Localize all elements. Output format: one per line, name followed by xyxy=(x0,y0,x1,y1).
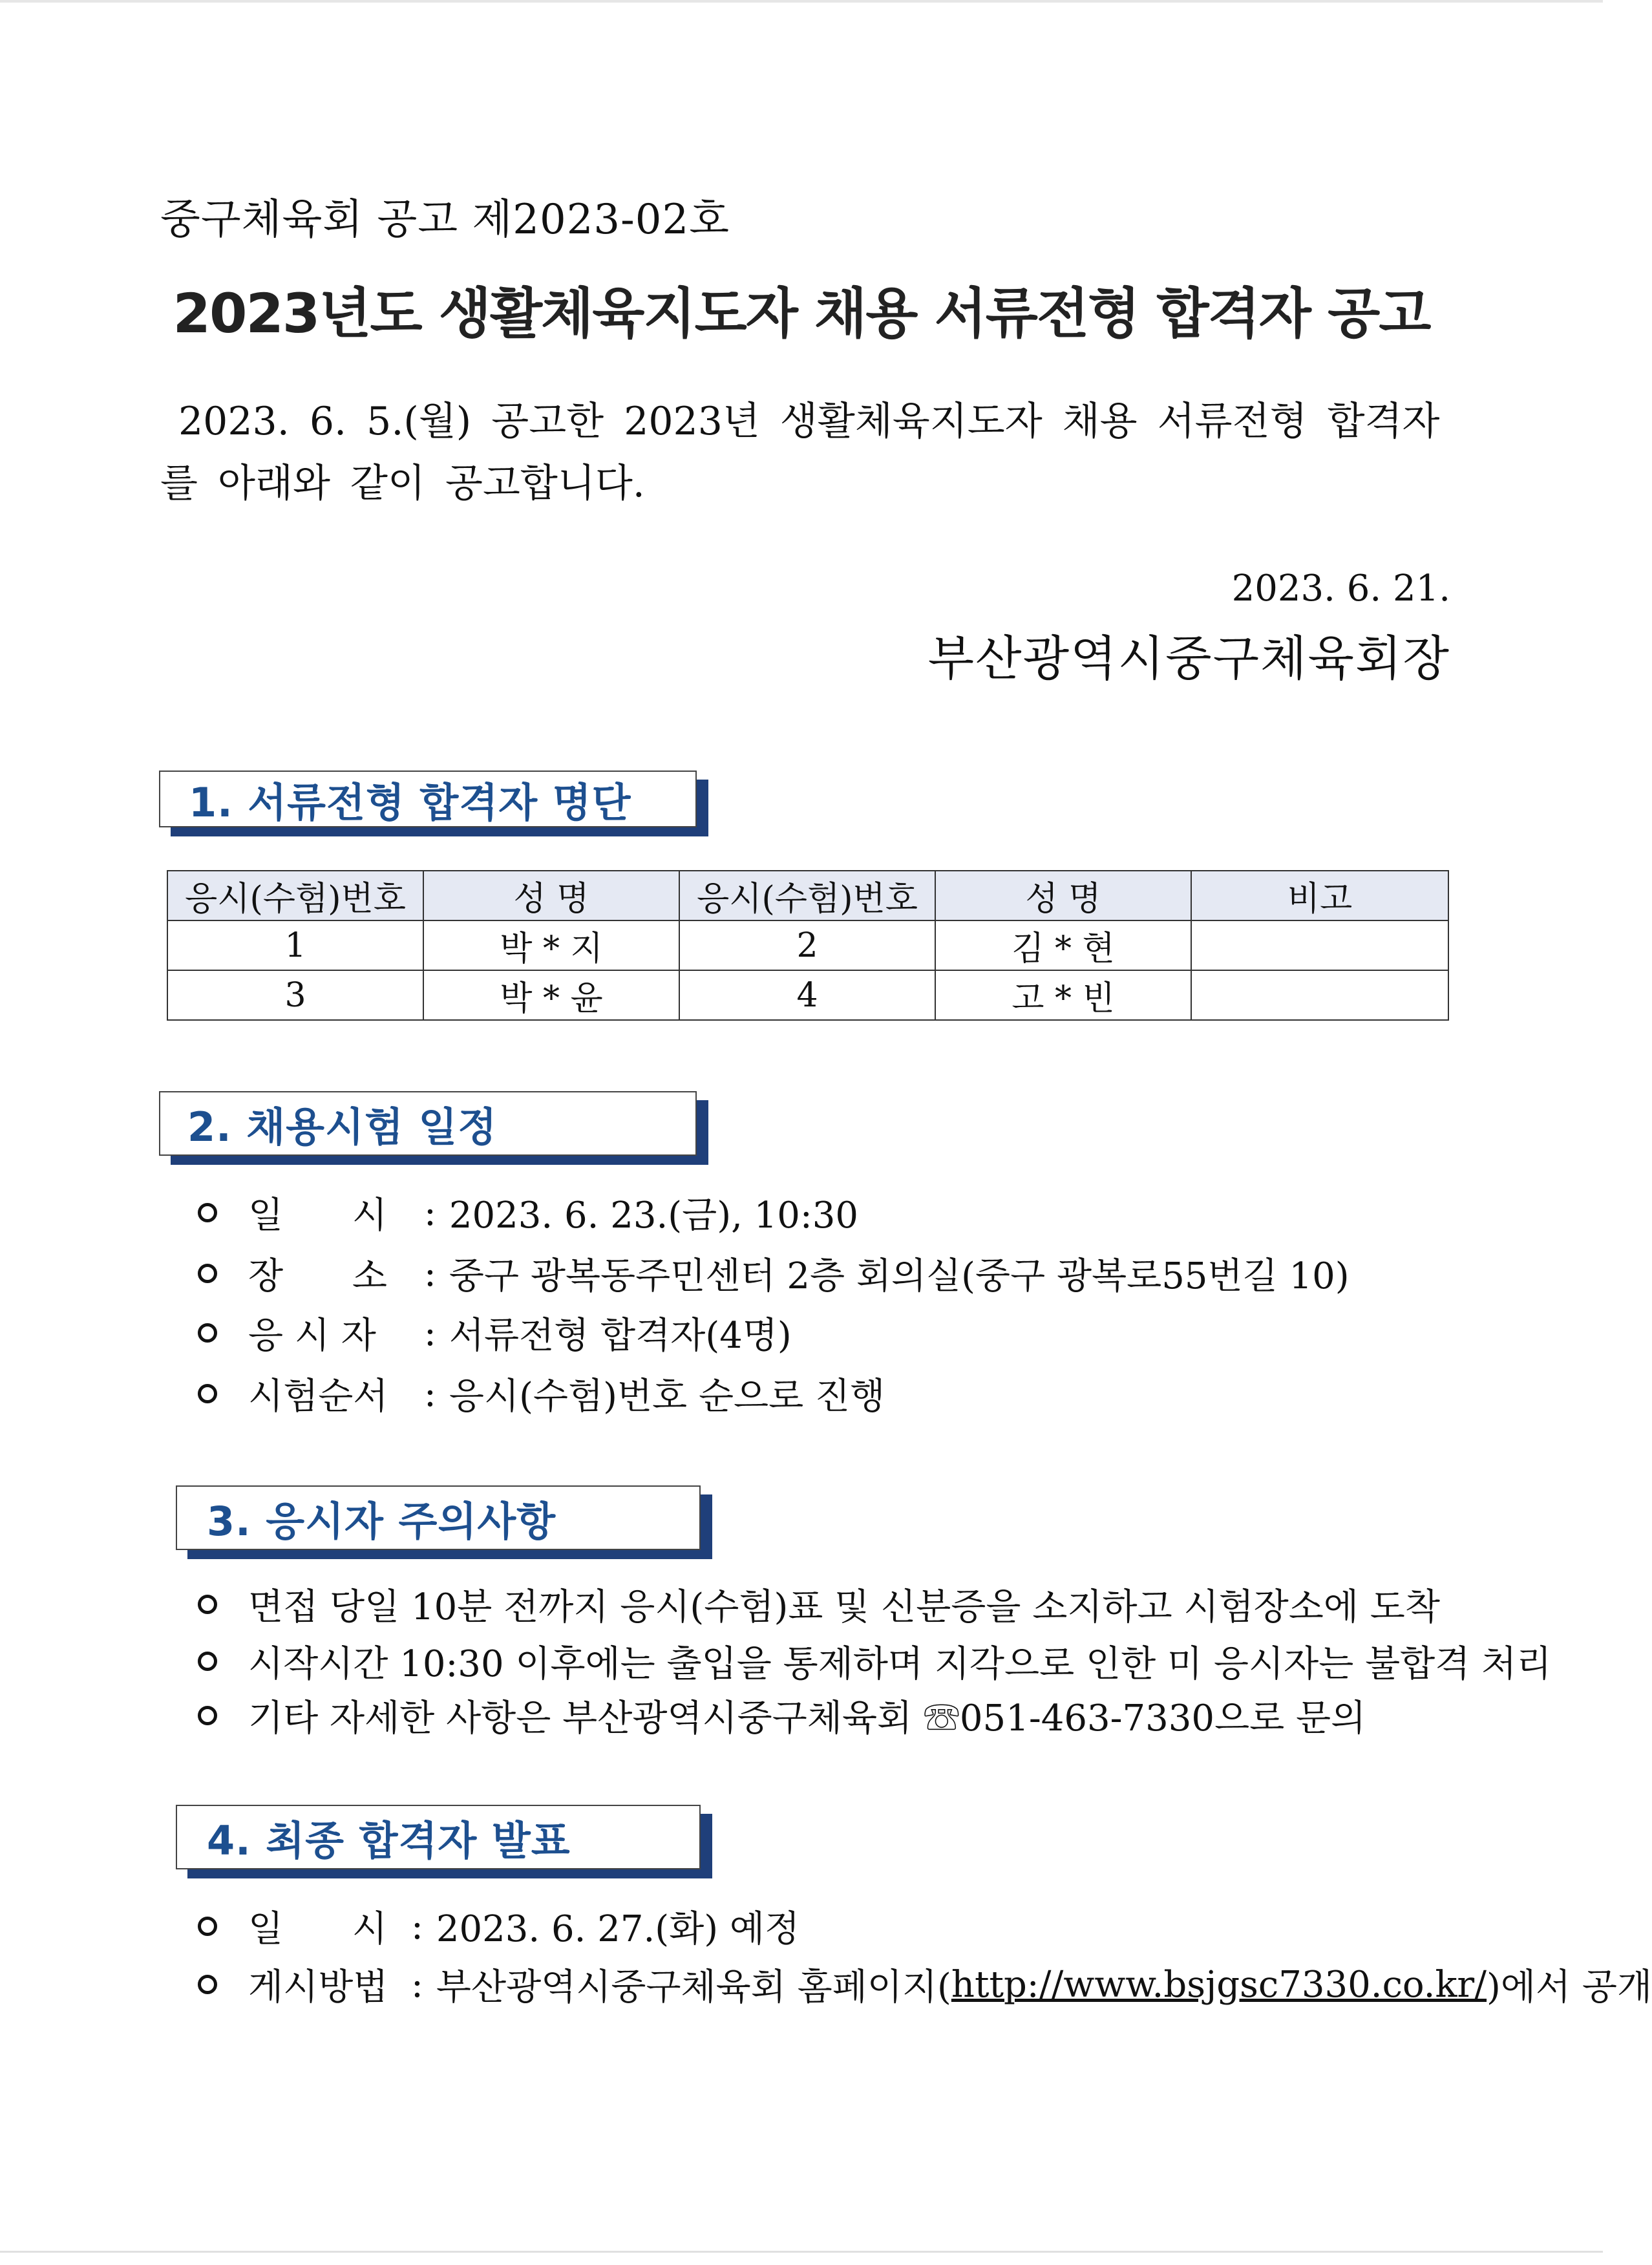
col-header-exam-number-2: 응시(수험)번호 xyxy=(679,871,935,920)
item-label: 시험순서 xyxy=(248,1376,388,1418)
cell-name: 박 * 지 xyxy=(423,920,679,970)
circle-bullet-icon xyxy=(198,1975,217,1994)
intro-line-1: 2023. 6. 5.(월) 공고한 2023년 생활체육지도자 채용 서류전형 합격자 xyxy=(178,399,1440,444)
notice-text: 시작시간 10:30 이후에는 출입을 통제하며 지각으로 인한 미 응시자는 불합격 처리 xyxy=(248,1643,1552,1685)
passer-table xyxy=(167,870,1449,1021)
item-value-suffix: )에서 공개 xyxy=(1487,1966,1652,2008)
notice-text: 면접 당일 10분 전까지 응시(수험)표 및 신분증을 소지하고 시험장소에 도착 xyxy=(248,1586,1440,1628)
cell-remarks xyxy=(1191,970,1448,1020)
item-value: 2023. 6. 23.(금), 10:30 xyxy=(449,1195,859,1237)
cell-name: 김 * 현 xyxy=(935,920,1191,970)
col-header-remarks: 비고 xyxy=(1191,871,1448,920)
table-header-row xyxy=(167,871,1448,920)
notice-item xyxy=(198,1635,1551,1687)
scan-edge-bottom xyxy=(0,2251,1603,2253)
col-header-name: 성 명 xyxy=(423,871,679,920)
cell-exam-number: 2 xyxy=(679,920,935,970)
notice-item xyxy=(198,1690,1366,1741)
section2-title: 2. 채용시험 일정 xyxy=(187,1103,498,1151)
item-value: 2023. 6. 27.(화) 예정 xyxy=(436,1908,800,1950)
section4-title: 4. 최종 합격자 발표 xyxy=(207,1816,571,1864)
circle-bullet-icon xyxy=(198,1323,217,1343)
item-label: 응 시 자 xyxy=(248,1315,376,1357)
item-label: 게시방법 xyxy=(248,1966,388,2008)
section1-title: 1. 서류전형 합격자 명단 xyxy=(189,778,631,826)
cell-name: 고 * 빈 xyxy=(935,970,1191,1020)
issuing-organization: 부산광역시중구체육회장 xyxy=(927,631,1450,686)
notice-text: 기타 자세한 사항은 부산광역시중구체육회 ☏051-463-7330으로 문의 xyxy=(248,1697,1366,1739)
notice-item xyxy=(198,1579,1440,1630)
circle-bullet-icon xyxy=(198,1706,217,1725)
cell-remarks xyxy=(1191,920,1448,970)
intro-line-2: 를 아래와 같이 공고합니다. xyxy=(160,461,645,506)
cell-exam-number: 4 xyxy=(679,970,935,1020)
item-label: 일 시 xyxy=(248,1195,387,1237)
schedule-item-candidates: 응 시 자 : 서류전형 합격자(4명) xyxy=(198,1307,792,1359)
cell-exam-number: 1 xyxy=(167,920,423,970)
col-header-exam-number: 응시(수험)번호 xyxy=(167,871,423,920)
announcement-item-date: 일 시 : 2023. 6. 27.(화) 예정 xyxy=(198,1900,800,1952)
cell-name: 박 * 윤 xyxy=(423,970,679,1020)
cell-exam-number: 3 xyxy=(167,970,423,1020)
col-header-name-2: 성 명 xyxy=(935,871,1191,920)
notice-date: 2023. 6. 21. xyxy=(1231,568,1450,610)
section3-title: 3. 응시자 주의사항 xyxy=(207,1497,556,1545)
scan-edge-top xyxy=(0,0,1603,3)
circle-bullet-icon xyxy=(198,1595,217,1614)
item-value-prefix: 부산광역시중구체육회 홈페이지( xyxy=(436,1966,951,2008)
item-value: 중구 광복동주민센터 2층 회의실(중구 광복로55번길 10) xyxy=(449,1255,1350,1297)
circle-bullet-icon xyxy=(198,1264,217,1283)
item-value: 응시(수험)번호 순으로 진행 xyxy=(449,1376,885,1418)
schedule-item-location: 장 소 : 중구 광복동주민센터 2층 회의실(중구 광복로55번길 10) xyxy=(198,1248,1350,1299)
item-value: 서류전형 합격자(4명) xyxy=(449,1315,792,1357)
circle-bullet-icon xyxy=(198,1384,217,1403)
page-title: 2023년도 생활체육지도자 채용 서류전형 합격자 공고 xyxy=(173,282,1430,345)
notice-number: 중구체육회 공고 제2023-02호 xyxy=(160,196,730,244)
circle-bullet-icon xyxy=(198,1203,217,1222)
item-label: 장 소 xyxy=(248,1255,387,1297)
table-row xyxy=(167,970,1448,1020)
schedule-item-order: 시험순서 : 응시(수험)번호 순으로 진행 xyxy=(198,1368,885,1420)
item-label: 일 시 xyxy=(248,1908,387,1950)
table-row xyxy=(167,920,1448,970)
homepage-link[interactable]: http://www.bsjgsc7330.co.kr/ xyxy=(951,1963,1487,2006)
schedule-item-datetime: 일 시 : 2023. 6. 23.(금), 10:30 xyxy=(198,1187,858,1239)
circle-bullet-icon xyxy=(198,1917,217,1936)
circle-bullet-icon xyxy=(198,1652,217,1671)
announcement-item-method: 게시방법 : 부산광역시중구체육회 홈페이지( http://www.bsjgsc7330.co.kr/ )에서 공개 xyxy=(198,1959,1652,2010)
